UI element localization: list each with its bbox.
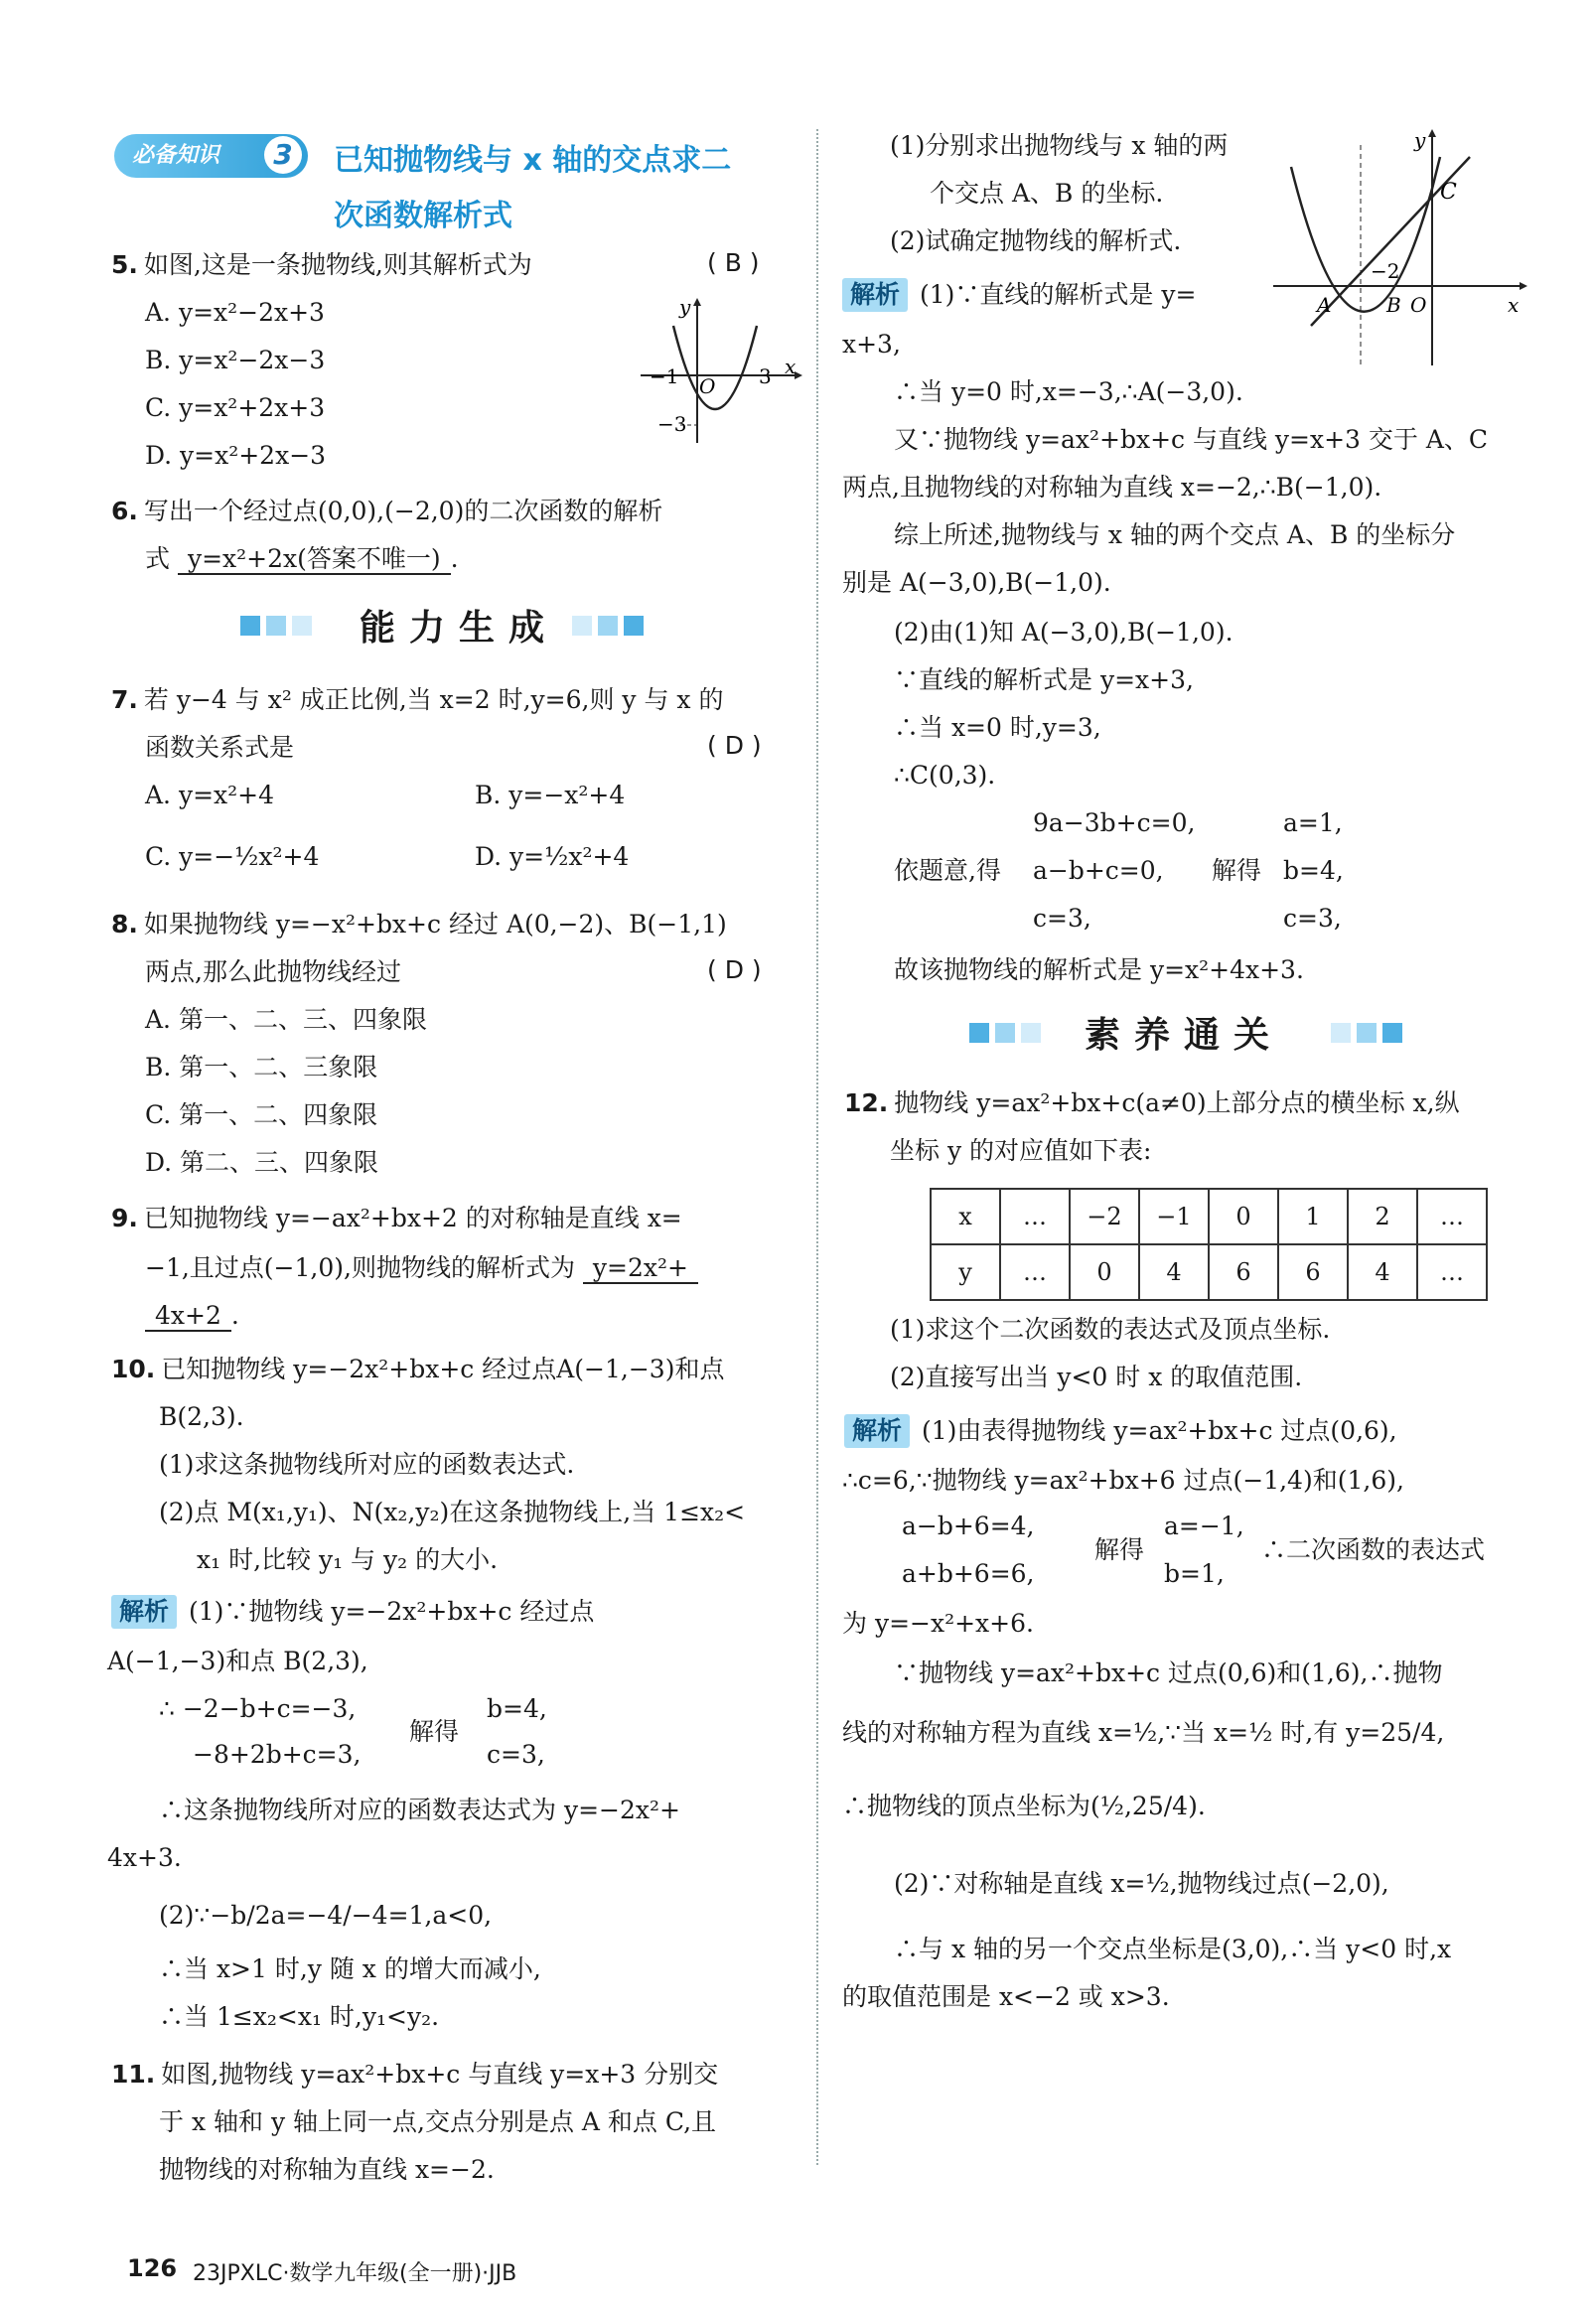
section-literacy: 素养通关 xyxy=(1085,1015,1284,1056)
q10-result-2: c=3, xyxy=(487,1740,545,1769)
square-deco xyxy=(572,616,592,636)
q8-option-a: A. 第一、二、三、四象限 xyxy=(145,1005,427,1034)
q11-part-1: (1)分别求出抛物线与 x 轴的两 xyxy=(890,131,1229,160)
q9-blank-1: y=2x²+ xyxy=(583,1253,698,1284)
q11-solution-4: 又∵抛物线 y=ax²+bx+c 与直线 y=x+3 交于 A、C xyxy=(894,425,1489,454)
table-cell: 2 xyxy=(1348,1189,1417,1244)
q9-stem-2: −1,且过点(−1,0),则抛物线的解析式为 y=2x²+ xyxy=(145,1251,698,1285)
q11-solution-7: 别是 A(−3,0),B(−1,0). xyxy=(842,568,1111,597)
q10-solve: 解得 xyxy=(409,1717,460,1746)
q6-stem-1: 6. 写出一个经过点(0,0),(−2,0)的二次函数的解析 xyxy=(111,497,663,525)
q6-blank: y=x²+2x(答案不唯一) xyxy=(178,544,451,575)
q10-part-2a: (2)点 M(x₁,y₁)、N(x₂,y₂)在这条抛物线上,当 1≤x₂< xyxy=(159,1498,746,1526)
q10-solution-4: 4x+3. xyxy=(107,1843,182,1872)
square-deco xyxy=(995,1023,1015,1043)
q5-option-a: A. y=x²−2x+3 xyxy=(145,298,325,327)
square-deco xyxy=(969,1023,989,1043)
q11-solution-12: 故该抛物线的解析式是 y=x²+4x+3. xyxy=(894,955,1304,984)
q7-option-d: D. y=½x²+4 xyxy=(475,842,630,871)
q12-stem-2: 坐标 y 的对应值如下表: xyxy=(890,1136,1152,1165)
section-ability: 能力生成 xyxy=(360,608,559,649)
table-cell: y xyxy=(931,1244,1000,1300)
q11-solution-1: 解析 (1)∵直线的解析式是 y= xyxy=(842,278,1196,312)
q7-stem-1: 7. 若 y−4 与 x² 成正比例,当 x=2 时,y=6,则 y 与 x 的 xyxy=(111,685,724,714)
q5-graph-y: y xyxy=(679,295,691,319)
q7-option-c: C. y=−½x²+4 xyxy=(145,842,320,871)
q11-stem-2: 于 x 轴和 y 轴上同一点,交点分别是点 A 和点 C,且 xyxy=(159,2107,717,2136)
q10-stem-2: B(2,3). xyxy=(159,1402,244,1431)
q11-result-3: c=3, xyxy=(1283,904,1342,933)
q12-eq-2: a+b+6=6, xyxy=(902,1559,1035,1588)
q8-answer: ( D ) xyxy=(707,955,762,984)
q7-option-b: B. y=−x²+4 xyxy=(475,781,626,809)
q11-solution-11: ∴C(0,3). xyxy=(894,761,996,790)
table-row xyxy=(931,1189,1487,1244)
badge-number: 3 xyxy=(264,136,302,174)
table-cell: 6 xyxy=(1209,1244,1278,1300)
q5-graph-x: x xyxy=(785,355,797,378)
q11-parabola-line-figure xyxy=(1271,127,1529,375)
q11-stem-1: 11. 如图,抛物线 y=ax²+bx+c 与直线 y=x+3 分别交 xyxy=(111,2060,719,2089)
table-cell: x xyxy=(931,1189,1000,1244)
table-cell: … xyxy=(1417,1244,1487,1300)
q5-option-d: D. y=x²+2x−3 xyxy=(145,441,327,470)
q12-solution-3: 为 y=−x²+x+6. xyxy=(842,1609,1034,1638)
q8-stem-1: 8. 如果抛物线 y=−x²+bx+c 经过 A(0,−2)、B(−1,1) xyxy=(111,910,727,938)
analysis-label: 解析 xyxy=(844,1414,910,1448)
q12-tail: ∴二次函数的表达式 xyxy=(1261,1535,1486,1564)
q5-option-b: B. y=x²−2x−3 xyxy=(145,346,326,374)
table-row xyxy=(931,1244,1487,1300)
q11-solution-9: ∵直线的解析式是 y=x+3, xyxy=(894,665,1194,694)
q11-solution-8: (2)由(1)知 A(−3,0),B(−1,0). xyxy=(894,618,1233,647)
knowledge-title-1: 已知抛物线与 x 轴的交点求二 xyxy=(334,143,732,178)
table-cell: … xyxy=(1417,1189,1487,1244)
q11-solution-10: ∴当 x=0 时,y=3, xyxy=(894,713,1101,742)
q12-result-2: b=1, xyxy=(1164,1559,1225,1588)
analysis-label: 解析 xyxy=(111,1595,177,1629)
q10-eq-2: −8+2b+c=3, xyxy=(193,1740,362,1769)
q5-answer: ( B ) xyxy=(707,248,760,277)
q11-system-prefix: 依题意,得 xyxy=(894,856,1001,885)
q8-stem-2: 两点,那么此抛物线经过 xyxy=(145,957,401,986)
square-deco xyxy=(266,616,286,636)
q10-part-2b: x₁ 时,比较 y₁ 与 y₂ 的大小. xyxy=(197,1545,499,1574)
square-deco xyxy=(598,616,618,636)
q10-solution-2: A(−1,−3)和点 B(2,3), xyxy=(107,1647,368,1675)
q10-eq-1: ∴ −2−b+c=−3, xyxy=(159,1694,357,1723)
q10-solution-1: 解析 (1)∵抛物线 y=−2x²+bx+c 经过点 xyxy=(111,1595,594,1629)
q9-stem-3: 4x+2 . xyxy=(145,1299,239,1333)
q5-graph-n1: −1 xyxy=(650,364,679,388)
q11-part-1b: 个交点 A、B 的坐标. xyxy=(930,179,1164,208)
q11-eq-2: a−b+c=0, xyxy=(1033,856,1164,885)
q10-solution-6: ∴当 x>1 时,y 随 x 的增大而减小, xyxy=(159,1954,541,1983)
q11-graph-c: C xyxy=(1440,180,1457,205)
q12-solution-4: ∵抛物线 y=ax²+bx+c 过点(0,6)和(1,6),∴抛物 xyxy=(894,1659,1443,1687)
table-cell: −1 xyxy=(1139,1189,1209,1244)
q11-solution-2: x+3, xyxy=(842,330,901,359)
q10-solution-3: ∴这条抛物线所对应的函数表达式为 y=−2x²+ xyxy=(159,1796,680,1824)
q7-option-a: A. y=x²+4 xyxy=(145,781,274,809)
q12-eq-1: a−b+6=4, xyxy=(902,1512,1035,1540)
square-deco xyxy=(292,616,312,636)
q11-eq-3: c=3, xyxy=(1033,904,1091,933)
analysis-label: 解析 xyxy=(842,278,908,312)
q9-stem-1: 9. 已知抛物线 y=−ax²+bx+2 的对称轴是直线 x= xyxy=(111,1204,682,1232)
knowledge-badge xyxy=(114,134,308,178)
q12-solution-8: ∴与 x 轴的另一个交点坐标是(3,0),∴当 y<0 时,x xyxy=(894,1935,1452,1963)
q5-graph-n3: 3 xyxy=(759,364,772,388)
q10-part-1: (1)求这条抛物线所对应的函数表达式. xyxy=(159,1450,575,1479)
q11-result-2: b=4, xyxy=(1283,856,1344,885)
q7-answer: ( D ) xyxy=(707,731,762,760)
q11-graph-x: x xyxy=(1508,293,1520,317)
q10-solution-5: (2)∵−b/2a=−4/−4=1,a<0, xyxy=(159,1901,493,1930)
q8-option-b: B. 第一、二、三象限 xyxy=(145,1053,378,1082)
knowledge-title-2: 次函数解析式 xyxy=(334,199,512,233)
q8-option-d: D. 第二、三、四象限 xyxy=(145,1148,379,1177)
column-divider xyxy=(816,129,818,2165)
square-deco xyxy=(1021,1023,1041,1043)
table-cell: 0 xyxy=(1209,1189,1278,1244)
q12-value-table xyxy=(930,1188,1488,1301)
q5-stem: 5. 如图,这是一条抛物线,则其解析式为 xyxy=(111,250,532,279)
table-cell: 0 xyxy=(1070,1244,1139,1300)
q11-part-2: (2)试确定抛物线的解析式. xyxy=(890,226,1182,255)
q12-solution-7: (2)∵对称轴是直线 x=½,抛物线过点(−2,0), xyxy=(894,1869,1389,1898)
q9-blank-2: 4x+2 xyxy=(145,1301,231,1332)
q12-solution-1: 解析 (1)由表得抛物线 y=ax²+bx+c 过点(0,6), xyxy=(844,1414,1397,1448)
table-cell: 4 xyxy=(1139,1244,1209,1300)
q12-solution-5: 线的对称轴方程为直线 x=½,∵当 x=½ 时,有 y=25/4, xyxy=(842,1718,1445,1747)
square-deco xyxy=(1357,1023,1377,1043)
table-cell: 1 xyxy=(1278,1189,1348,1244)
q11-graph-a: A xyxy=(1317,293,1332,317)
q8-option-c: C. 第一、二、四象限 xyxy=(145,1100,378,1129)
q11-solve: 解得 xyxy=(1212,856,1262,885)
table-cell: … xyxy=(1000,1244,1070,1300)
q11-graph-m2: −2 xyxy=(1371,259,1400,283)
q12-solution-2: ∴c=6,∵抛物线 y=ax²+bx+6 过点(−1,4)和(1,6), xyxy=(842,1466,1404,1495)
table-cell: −2 xyxy=(1070,1189,1139,1244)
q10-result-1: b=4, xyxy=(487,1694,547,1723)
table-cell: 4 xyxy=(1348,1244,1417,1300)
q11-result-1: a=1, xyxy=(1283,808,1343,837)
square-deco xyxy=(1331,1023,1351,1043)
q6-stem-2: 式 y=x²+2x(答案不唯一) . xyxy=(145,544,459,573)
q11-solution-3: ∴当 y=0 时,x=−3,∴A(−3,0). xyxy=(894,377,1243,406)
q5-parabola-figure xyxy=(636,294,804,453)
q12-solve: 解得 xyxy=(1094,1535,1145,1564)
q11-graph-y: y xyxy=(1414,128,1426,152)
badge-text: 必备知识 xyxy=(132,143,220,168)
table-cell: 6 xyxy=(1278,1244,1348,1300)
q5-graph-o: O xyxy=(699,374,716,398)
footer-grade: 九年级(全一册)·JJB xyxy=(334,2261,517,2286)
q10-stem-1: 10. 已知抛物线 y=−2x²+bx+c 经过点A(−1,−3)和点 xyxy=(111,1355,725,1383)
q10-solution-7: ∴当 1≤x₂<x₁ 时,y₁<y₂. xyxy=(159,2002,440,2031)
q12-solution-9: 的取值范围是 x<−2 或 x>3. xyxy=(842,1982,1170,2011)
footer-code: 23JPXLC·数学 xyxy=(193,2261,334,2286)
q5-graph-m3: −3 xyxy=(657,412,687,436)
q11-solution-6: 综上所述,抛物线与 x 轴的两个交点 A、B 的坐标分 xyxy=(894,520,1456,549)
q12-solution-6: ∴抛物线的顶点坐标为(½,25/4). xyxy=(842,1792,1206,1820)
q5-option-c: C. y=x²+2x+3 xyxy=(145,393,326,422)
q11-stem-3: 抛物线的对称轴为直线 x=−2. xyxy=(159,2155,495,2184)
table-cell: … xyxy=(1000,1189,1070,1244)
q11-eq-1: 9a−3b+c=0, xyxy=(1033,808,1196,837)
page-number: 126 xyxy=(127,2254,178,2282)
q7-stem-2: 函数关系式是 xyxy=(145,733,295,762)
q12-stem-1: 12. 抛物线 y=ax²+bx+c(a≠0)上部分点的横坐标 x,纵 xyxy=(844,1088,1460,1117)
square-deco xyxy=(624,616,644,636)
q11-graph-b: B xyxy=(1386,293,1401,317)
q12-result-1: a=−1, xyxy=(1164,1512,1244,1540)
square-deco xyxy=(240,616,260,636)
q12-part-1: (1)求这个二次函数的表达式及顶点坐标. xyxy=(890,1315,1331,1344)
q11-graph-o: O xyxy=(1410,293,1427,317)
square-deco xyxy=(1382,1023,1402,1043)
q11-solution-5: 两点,且抛物线的对称轴为直线 x=−2,∴B(−1,0). xyxy=(842,473,1382,502)
q12-part-2: (2)直接写出当 y<0 时 x 的取值范围. xyxy=(890,1363,1303,1391)
